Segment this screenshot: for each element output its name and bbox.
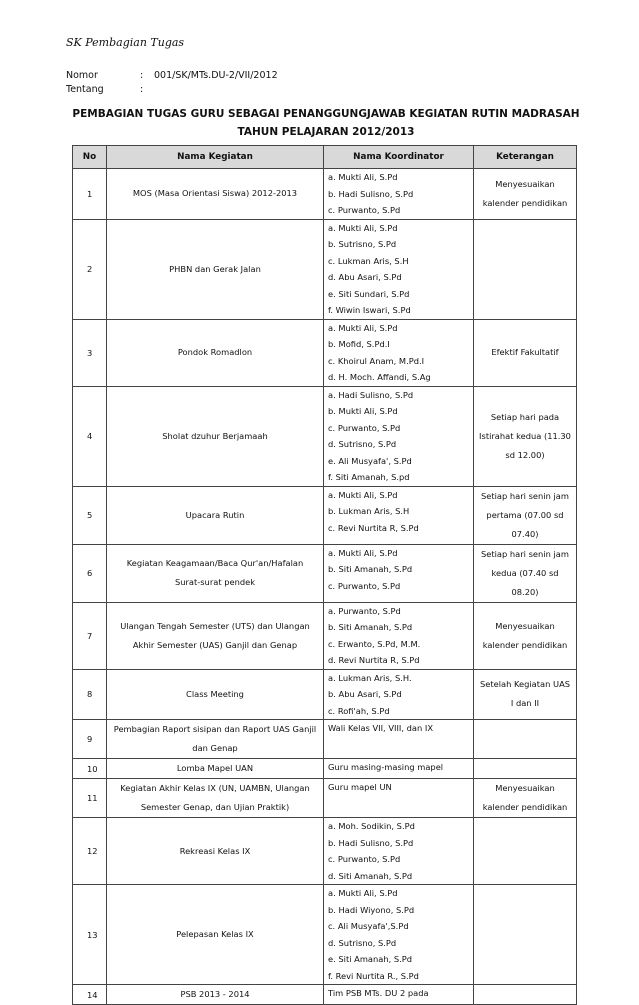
table-row	[73, 169, 577, 220]
column-header-keterangan: Keterangan	[474, 146, 577, 169]
coordinator-name: f. Revi Nurtita R., S.Pd	[328, 970, 419, 981]
row-number: 8	[73, 669, 107, 720]
coordinator-list	[324, 779, 474, 818]
coordinator-name: f. Siti Amanah, S.pd	[328, 472, 410, 482]
row-number: 9	[73, 720, 107, 759]
title-line-1: PEMBAGIAN TUGAS GURU SEBAGAI PENANGGUNGJAWAB KEGIATAN RUTIN MADRASAH	[72, 108, 580, 120]
coordinator-name: d. Abu Asari, S.Pd	[328, 272, 402, 282]
coordinator-name: a. Mukti Ali, S.Pd	[328, 322, 398, 333]
coordinator-name: c. Lukman Aris, S.H	[328, 255, 409, 266]
remarks: Menyesuaikan kalender pendidikan	[474, 779, 577, 818]
remarks: Efektif Fakultatif	[474, 319, 577, 386]
tentang-line	[66, 84, 154, 95]
coordinator-name: c. Khoirul Anam, M.Pd.I	[328, 355, 425, 366]
coordinator-name: c. Revi Nurtita R, S.Pd	[328, 522, 419, 533]
remarks	[474, 818, 577, 885]
colon: :	[140, 70, 144, 81]
activity-name: Pelepasan Kelas IX	[107, 885, 324, 985]
table-row	[73, 544, 577, 602]
tentang-label: Tentang	[66, 84, 104, 95]
row-number: 7	[73, 602, 107, 669]
activity-name: Ulangan Tengah Semester (UTS) dan Ulangan Akhir Semester (UAS) Ganjil dan Genap	[107, 602, 324, 669]
remarks: Menyesuaikan kalender pendidikan	[474, 169, 577, 220]
task-table	[72, 145, 577, 1005]
coordinator-list	[324, 219, 474, 319]
coordinator-name: d. Siti Amanah, S.Pd	[328, 870, 413, 881]
coordinator-name: b. Siti Amanah, S.Pd	[328, 622, 413, 632]
table-row	[73, 885, 577, 985]
table-body	[73, 169, 577, 1005]
table-row	[73, 985, 577, 1005]
activity-name: Sholat dzuhur Berjamaah	[107, 386, 324, 486]
table-header-row	[73, 146, 577, 169]
coordinator-name: e. Ali Musyafa', S.Pd	[328, 455, 412, 466]
coordinator-name: a. Mukti Ali, S.Pd	[328, 222, 398, 233]
remarks: Menyesuaikan kalender pendidikan	[474, 602, 577, 669]
activity-name: Pondok Romadlon	[107, 319, 324, 386]
coordinator-name: c. Purwanto, S.Pd	[328, 422, 401, 433]
column-header-no: No	[73, 146, 107, 169]
remarks	[474, 759, 577, 779]
row-number: 3	[73, 319, 107, 386]
coordinator-name: c. Purwanto, S.Pd	[328, 854, 401, 864]
coordinator-list	[324, 985, 474, 1005]
coordinator-name: c. Purwanto, S.Pd	[328, 205, 401, 215]
column-header-koordinator: Nama Koordinator	[324, 146, 474, 169]
activity-name: PSB 2013 - 2014	[107, 985, 324, 1005]
remarks: Setiap hari senin jam pertama (07.00 sd 07.40)	[474, 486, 577, 544]
coordinator-name: a. Mukti Ali, S.Pd	[328, 888, 398, 898]
coordinator-name: b. Hadi Wiyono, S.Pd	[328, 904, 415, 915]
coordinator-name: b. Abu Asari, S.Pd	[328, 689, 402, 699]
table-row	[73, 818, 577, 885]
remarks: Setelah Kegiatan UAS I dan II	[474, 669, 577, 720]
coordinator-list	[324, 669, 474, 720]
coordinator-name: b. Sutrisno, S.Pd	[328, 239, 397, 249]
activity-name: Kegiatan Keagamaan/Baca Qur'an/Hafalan Surat-surat pendek	[107, 544, 324, 602]
remarks	[474, 885, 577, 985]
row-number: 14	[73, 985, 107, 1005]
coordinator-name: c. Erwanto, S.Pd, M.M.	[328, 638, 421, 649]
coordinator-list	[324, 544, 474, 602]
column-header-kegiatan: Nama Kegiatan	[107, 146, 324, 169]
table-row	[73, 669, 577, 720]
nomor-value: 001/SK/MTs.DU-2/VII/2012	[154, 70, 278, 81]
coordinator-name: b. Mukti Ali, S.Pd	[328, 406, 398, 416]
table-row	[73, 759, 577, 779]
coordinator-list	[324, 319, 474, 386]
row-number: 6	[73, 544, 107, 602]
coordinator-name: b. Mofid, S.Pd.I	[328, 339, 390, 349]
coordinator-name: a. Mukti Ali, S.Pd	[328, 547, 398, 558]
coordinator-name: b. Hadi Sulisno, S.Pd	[328, 837, 414, 848]
activity-name: Class Meeting	[107, 669, 324, 720]
coordinator-list	[324, 720, 474, 759]
coordinator-name: a. Mukti Ali, S.Pd	[328, 172, 398, 182]
coordinator-name: d. Sutrisno, S.Pd	[328, 937, 397, 948]
coordinator-name: a. Mukti Ali, S.Pd	[328, 489, 398, 500]
coordinator-name: a. Moh. Sodikin, S.Pd	[328, 821, 415, 831]
remarks	[474, 985, 577, 1005]
coordinator-name: d. Revi Nurtita R, S.Pd	[328, 655, 420, 665]
row-number: 12	[73, 818, 107, 885]
coordinator-name: a. Lukman Aris, S.H.	[328, 672, 412, 683]
remarks	[474, 219, 577, 319]
coordinator-name: Tim PSB MTs. DU 2 pada	[328, 988, 429, 998]
coordinator-name: c. Rofi'ah, S.Pd	[328, 705, 390, 716]
coordinator-name: b. Siti Amanah, S.Pd	[328, 564, 413, 574]
coordinator-list	[324, 486, 474, 544]
nomor-line	[66, 70, 278, 81]
table-row	[73, 779, 577, 818]
coordinator-name: f. Wiwin Iswari, S.Pd	[328, 305, 411, 315]
table-row	[73, 319, 577, 386]
document-header: SK Pembagian Tugas	[66, 36, 185, 49]
table-row	[73, 386, 577, 486]
row-number: 4	[73, 386, 107, 486]
coordinator-name: a. Purwanto, S.Pd	[328, 605, 401, 616]
coordinator-list	[324, 169, 474, 220]
coordinator-name: b. Hadi Sulisno, S.Pd	[328, 188, 414, 199]
coordinator-list	[324, 885, 474, 985]
row-number: 2	[73, 219, 107, 319]
coordinator-name: a. Hadi Sulisno, S.Pd	[328, 389, 414, 400]
coordinator-name: Guru mapel UN	[328, 782, 392, 792]
coordinator-name: d. Sutrisno, S.Pd	[328, 439, 397, 449]
row-number: 11	[73, 779, 107, 818]
coordinator-name: Guru masing-masing mapel	[328, 762, 444, 772]
row-number: 5	[73, 486, 107, 544]
colon: :	[140, 84, 144, 95]
coordinator-list	[324, 818, 474, 885]
coordinator-name: c. Ali Musyafa',S.Pd	[328, 921, 409, 931]
coordinator-list	[324, 602, 474, 669]
coordinator-name: Wali Kelas VII, VIII, dan IX	[328, 723, 433, 733]
coordinator-name: e. Siti Sundari, S.Pd	[328, 288, 410, 299]
activity-name: PHBN dan Gerak Jalan	[107, 219, 324, 319]
activity-name: Upacara Rutin	[107, 486, 324, 544]
nomor-label: Nomor	[66, 70, 98, 81]
remarks: Setiap hari senin jam kedua (07.40 sd 08.20)	[474, 544, 577, 602]
table-row	[73, 486, 577, 544]
activity-name: MOS (Masa Orientasi Siswa) 2012-2013	[107, 169, 324, 220]
table-row	[73, 219, 577, 319]
remarks	[474, 720, 577, 759]
title-line-2: TAHUN PELAJARAN 2012/2013	[237, 126, 415, 138]
coordinator-name: e. Siti Amanah, S.Pd	[328, 954, 413, 964]
activity-name: Pembagian Raport sisipan dan Raport UAS Ganjil dan Genap	[107, 720, 324, 759]
coordinator-list	[324, 759, 474, 779]
coordinator-name: b. Lukman Aris, S.H	[328, 506, 410, 516]
activity-name: Kegiatan Akhir Kelas IX (UN, UAMBN, Ulangan Semester Genap, dan Ujian Praktik)	[107, 779, 324, 818]
table-row	[73, 602, 577, 669]
activity-name: Rekreasi Kelas IX	[107, 818, 324, 885]
coordinator-name: d. H. Moch. Affandi, S.Ag	[328, 372, 431, 382]
activity-name: Lomba Mapel UAN	[107, 759, 324, 779]
remarks: Setiap hari pada Istirahat kedua (11.30 sd 12.00)	[474, 386, 577, 486]
table-row	[73, 720, 577, 759]
row-number: 1	[73, 169, 107, 220]
coordinator-list	[324, 386, 474, 486]
coordinator-name: c. Purwanto, S.Pd	[328, 580, 401, 591]
row-number: 13	[73, 885, 107, 985]
row-number: 10	[73, 759, 107, 779]
